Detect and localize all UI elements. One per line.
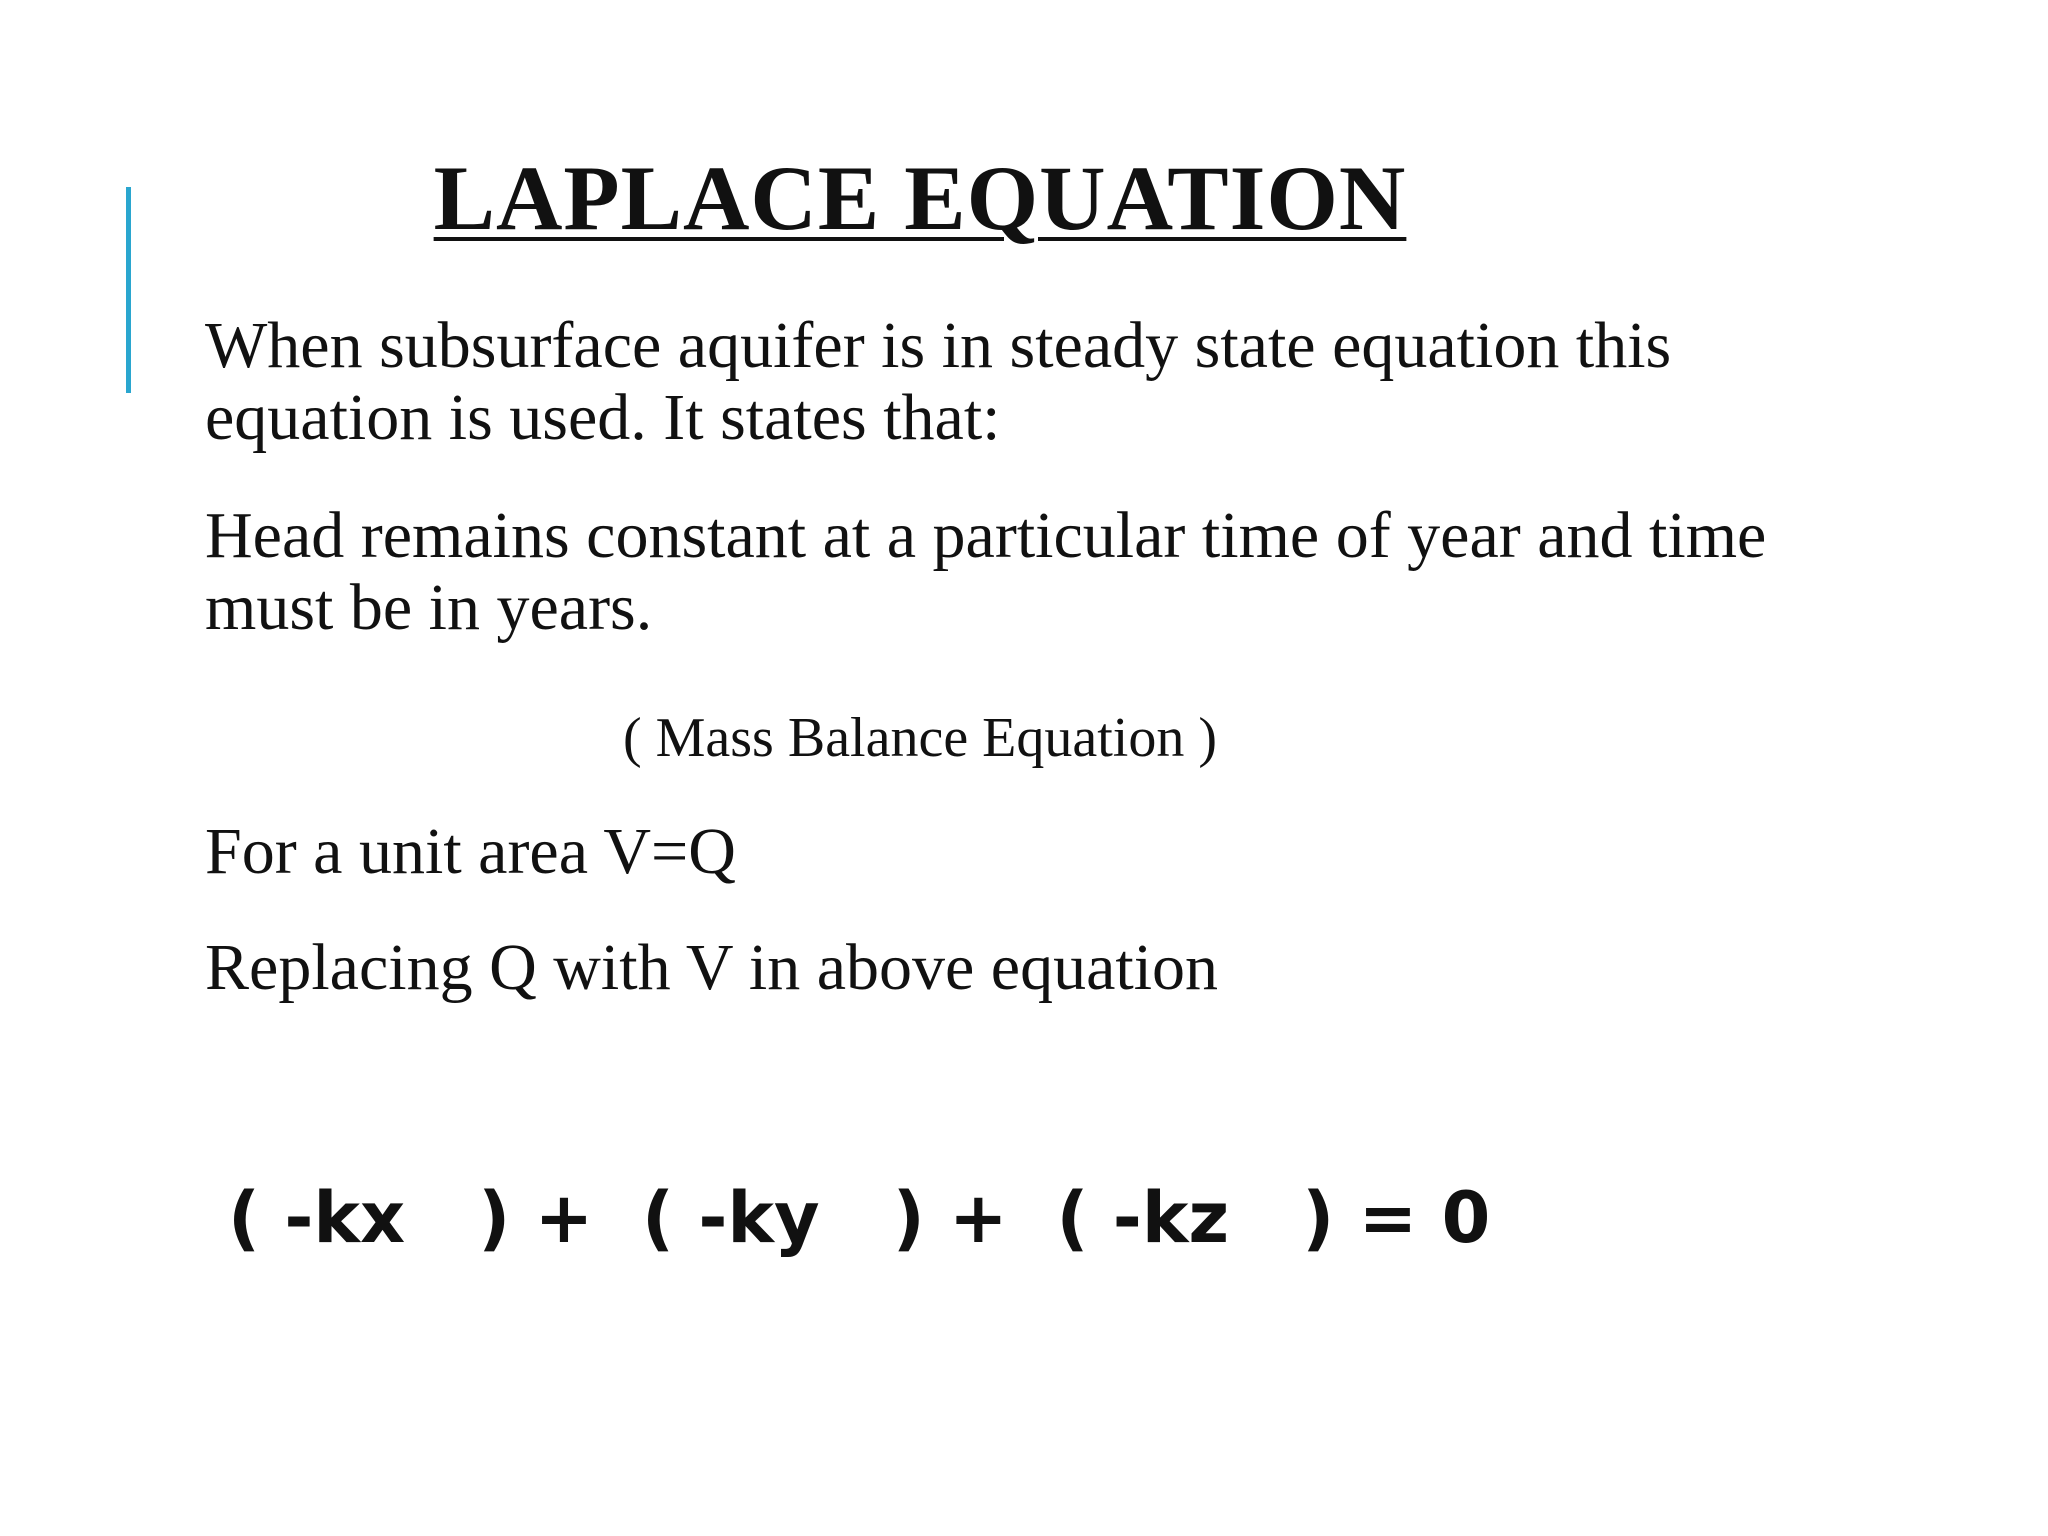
paragraph-head-constant: Head remains constant at a particular time of year and time must be in years. — [205, 499, 1767, 644]
unit-area-line: For a unit area V=Q — [205, 815, 736, 888]
mass-balance-note: ( Mass Balance Equation ) — [622, 707, 1218, 769]
paragraph-steady-state: When subsurface aquifer is in steady state equation this equation is used. It states that: — [205, 309, 1672, 454]
laplace-equation: ( -kx ) + ( -ky ) + ( -kz ) = 0 — [228, 1177, 1491, 1259]
slide-title: LAPLACE EQUATION — [433, 147, 1407, 249]
replacing-line: Replacing Q with V in above equation — [205, 931, 1219, 1004]
